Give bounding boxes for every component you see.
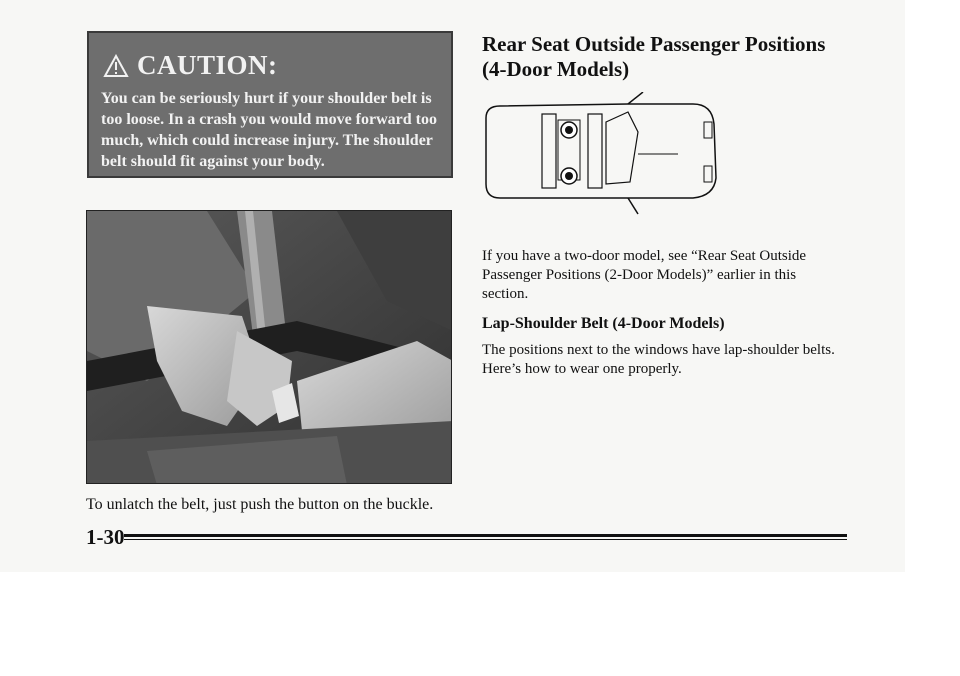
footer-rule	[124, 534, 847, 540]
subheading: Lap-Shoulder Belt (4-Door Models)	[482, 315, 725, 332]
photo-caption: To unlatch the belt, just push the button on the buckle.	[86, 496, 434, 513]
page-number: 1-30	[86, 525, 125, 549]
caution-box	[87, 31, 453, 178]
caution-header	[103, 50, 278, 81]
body-paragraph: The positions next to the windows have lap-shoulder belts. Here’s how to wear one properly.	[482, 342, 835, 377]
seat-belt-buckle-photo	[86, 210, 452, 484]
caution-text: You can be seriously hurt if your shoulder belt is too loose. In a crash you would move forward too much, which could increase injury. The shoulder belt should fit against your body.	[101, 90, 437, 170]
section-title: Rear Seat Outside Passenger Positions (4-Door Models)	[482, 32, 826, 81]
intro-paragraph: If you have a two-door model, see “Rear Seat Outside Passenger Positions (2-Door Models)” earlier in this section.	[482, 248, 807, 302]
warning-triangle-icon	[103, 54, 129, 78]
car-seating-diagram-icon	[478, 92, 728, 222]
caution-title: CAUTION:	[137, 50, 278, 80]
